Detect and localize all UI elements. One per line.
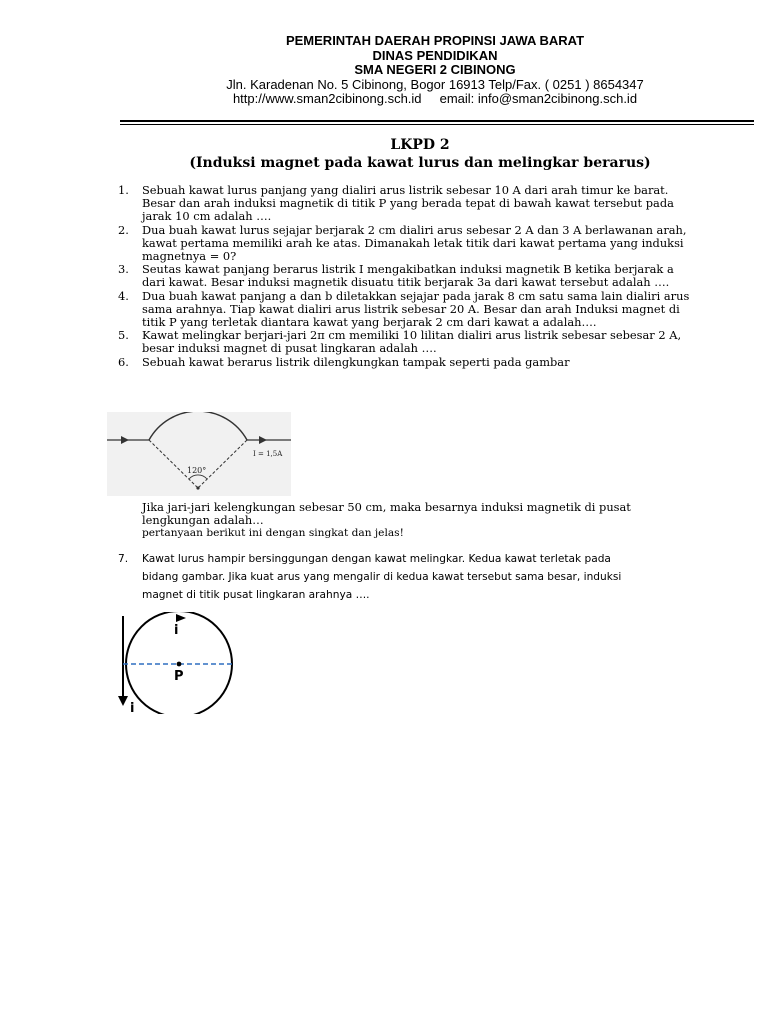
q7-line2: bidang gambar. Jika kuat arus yang mengalir di kedua kawat tersebut sama besar, induksi	[142, 571, 622, 583]
q6-condition-line2: lengkungan adalah…	[142, 513, 264, 528]
question-item-5	[118, 329, 698, 355]
q7-line3: magnet di titik pusat lingkaran arahnya ….	[142, 589, 370, 601]
header-school-name: SMA NEGERI 2 CIBINONG	[354, 62, 516, 77]
question-number: 4.	[118, 288, 129, 303]
question-item-4	[118, 290, 698, 330]
header-government: PEMERINTAH DAERAH PROPINSI JAWA BARAT	[285, 33, 585, 48]
question-text: Kawat melingkar berjari-jari 2π cm memiliki 10 lilitan dialiri arus listrik sebesar sebesar 2 A, besar induksi magnet di pusat lingkaran adalah ….	[142, 328, 682, 356]
header-divider-thin	[120, 124, 754, 125]
current-label: I = 1,5A	[253, 450, 283, 458]
question-text: Sebuah kawat berarus listrik dilengkungkan tampak seperti pada gambar	[142, 354, 570, 369]
instruction-line: pertanyaan berikut ini dengan singkat dan jelas!	[142, 527, 404, 540]
header-department: DINAS PENDIDIKAN	[372, 47, 498, 63]
point-p-label: P	[174, 669, 184, 684]
arrow-down-icon	[118, 696, 128, 706]
arrow-right-icon	[176, 614, 186, 622]
angle-label: 120°	[187, 466, 207, 475]
title-main: LKPD 2	[390, 137, 450, 153]
wire-current-label: i	[130, 701, 135, 714]
question-item-7	[118, 550, 698, 604]
center-point-p	[177, 662, 182, 667]
bent-wire-figure	[107, 412, 291, 496]
worksheet-title	[120, 136, 720, 172]
question-text	[118, 550, 698, 604]
q6-condition-line1: Jika jari-jari kelengkungan sebesar 50 cm, maka besarnya induksi magnetik di pusat	[142, 500, 631, 514]
question-number: 1.	[118, 183, 129, 197]
header-divider-thick	[120, 120, 754, 122]
question-number: 3.	[118, 262, 129, 277]
question-list	[118, 184, 698, 369]
question-text: Sebuah kawat lurus panjang yang dialiri arus listrik sebesar 10 A dari arah timur ke barat. Besar dan arah induksi magnetik di titik P yang berada tepat di bawah kawat tersebut pada jarak 10 cm adalah ….	[142, 183, 674, 224]
center-point	[196, 486, 199, 489]
question-number: 7.	[118, 553, 129, 565]
header-address: Jln. Karadenan No. 5 Cibinong, Bogor 16913 Telp/Fax. ( 0251 ) 8654347	[226, 76, 644, 92]
q7-line1: Kawat lurus hampir bersinggungan dengan kawat melingkar. Kedua kawat terletak pada	[142, 553, 611, 565]
school-letterhead	[160, 34, 710, 107]
question-text: Dua buah kawat lurus sejajar berjarak 2 cm dialiri arus sebesar 2 A dan 3 A berlawanan arah, kawat pertama memiliki arah ke atas. Dimanakah letak titik dari kawat pertama yang induksi magnetnya = 0?	[142, 222, 687, 264]
question-item-3	[118, 263, 698, 289]
loop-current-label: i	[174, 623, 179, 638]
question-text: Seutas kawat panjang berarus listrik I mengakibatkan induksi magnetik B ketika berjarak a dari kawat. Besar induksi magnetik disuatu titik berjarak 3a dari kawat tersebut adalah ….	[142, 262, 674, 290]
question-item-1	[118, 184, 698, 224]
question-number: 5.	[118, 328, 129, 343]
title-subtitle: (Induksi magnet pada kawat lurus dan melingkar berarus)	[189, 155, 651, 171]
wire-loop-figure	[108, 612, 240, 714]
question6-continuation	[142, 501, 702, 541]
question-number: 2.	[118, 222, 129, 237]
question-number: 6.	[118, 354, 129, 369]
question-item-2	[118, 224, 698, 264]
question-text: Dua buah kawat panjang a dan b diletakkan sejajar pada jarak 8 cm satu sama lain dialiri arus sama arahnya. Tiap kawat dialiri arus listrik sebesar 20 A. Besar dan arah Induksi magnet di titik P yang terletak diantara kawat yang berjarak 2 cm dari kawat a adalah….	[142, 288, 690, 330]
header-web-email: http://www.sman2cibinong.sch.id email: info@sman2cibinong.sch.id	[232, 91, 638, 106]
question-item-6	[118, 356, 698, 369]
